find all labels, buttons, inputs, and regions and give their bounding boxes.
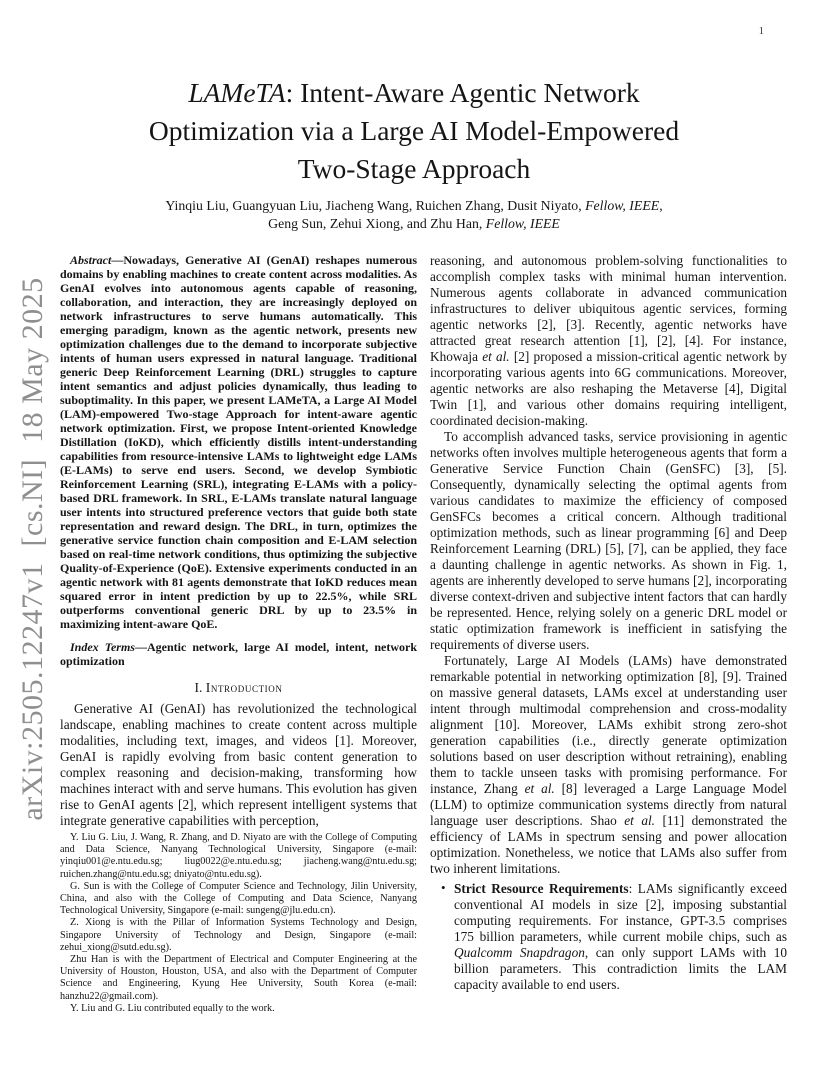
bullet-icon: •: [441, 880, 446, 895]
footnote-item: Y. Liu and G. Liu contributed equally to the work.: [70, 1002, 275, 1014]
index-terms: Index Terms—Agentic network, large AI model, intent, network optimization: [60, 640, 417, 668]
title-line: LAMeTA: Intent-Aware Agentic Network: [188, 77, 640, 108]
abstract: Abstract—Nowadays, Generative AI (GenAI) reshapes numerous domains by enabling machines to create content across modalities. As GenAI evolves into autonomous agents capable of reasoning, collaboration, and interaction, they are increasingly deployed on network infrastructures to serve humans automatically. This emerging paradigm, known as the agentic network, presents new optimization challenges due to the demand to incorporate subjective intents of human users expressed in natural language. Traditional generic Deep Reinforcement Learning (DRL) struggles to capture intent semantics and adjust policies dynamically, thus leading to suboptimality. In this paper, we present LAMeTA, a Large AI Model (LAM)-empowered Two-stage Approach for intent-aware agentic network optimization. First, we propose Intent-oriented Knowledge Distillation (IoKD), which efficiently distills intent-understanding capabilities from resource-intensive LAMs to lightweight edge LAMs (E-LAMs) to serve end users. Second, we develop Symbiotic Reinforcement Learning (SRL), integrating E-LAMs with a policy-based DRL framework. In SRL, E-LAMs translate natural language user intents into structured preference vectors that guide both state representation and reward design. The DRL, in turn, optimizes the generative service function chain composition and E-LAM selection based on real-time network conditions, thus optimizing the subjective Quality-of-Experience (QoE). Extensive experiments conducted in an agentic network with 81 agents demonstrate that IoKD reduces mean squared error in intent prediction by up to 22.5%, while SRL outperforms conventional generic DRL by up to 23.5% in maximizing intent-aware QoE.: [60, 253, 417, 631]
paragraph-lam-potential: Fortunately, Large AI Models (LAMs) have demonstrated remarkable potential in networking optimization [8], [9]. Trained on massive general datasets, LAMs excel at understanding user intent through multimodal comprehension and cross-modality alignment [10]. Moreover, LAMs exhibit strong zero-shot generation capabilities (i.e., directly generate optimization solutions based on user description without retraining), enabling them to tackle unseen tasks with promising performance. For instance, Zhang et al. [8] leveraged a Large Language Model (LLM) to optimize communication systems directly from natural language user descriptions. Shao et al. [11] demonstrated the efficiency of LAMs in spectrum sensing and power allocation optimization. Nonetheless, we notice that LAMs also suffer from two inherent limitations.: [430, 653, 787, 876]
title-line: Two-Stage Approach: [297, 153, 531, 184]
list-item-strict-resource-requirements: [430, 881, 787, 993]
section-number: I.: [194, 680, 203, 695]
footnote-item: Zhu Han is with the Department of Electrical and Computer Engineering at the University of Houston, Houston, USA, and also with the Department of Computer Science and Engineering, Kyung Hee University, South Korea (e-mail: hanzhu22@gmail.com).: [60, 953, 417, 1002]
title-line: Optimization via a Large AI Model-Empowered: [148, 115, 680, 146]
author-line: Geng Sun, Zehui Xiong, and Zhu Han, Fellow, IEEE: [268, 215, 560, 231]
paragraph-agentic-networks: reasoning, and autonomous problem-solving functionalities to accomplish complex tasks with minimal human intervention. Numerous agents collaborate in advanced communication infrastructures to deliver ubiquitous agentic services, forming agentic networks [2], [3]. Recently, agentic networks have attracted great research attention [1], [2], [4]. For instance, Khowaja et al. [2] proposed a mission-critical agentic network by incorporating various agents into 6G communications. Moreover, agentic networks are also reshaping the Metaverse [4], Digital Twin [1], and various other domains requiring intelligent, coordinated decision-making.: [430, 253, 788, 428]
author-line: Yinqiu Liu, Guangyuan Liu, Jiacheng Wang, Ruichen Zhang, Dusit Niyato, Fellow, IEEE,: [165, 198, 663, 213]
right-column: [430, 253, 787, 1015]
section-heading-introduction: [60, 680, 417, 696]
author-list: [0, 197, 828, 232]
author-affiliation-footnotes: [60, 832, 417, 1015]
paper-title: [0, 74, 828, 188]
footnote-item: Y. Liu G. Liu, J. Wang, R. Zhang, and D. Niyato are with the College of Computing and Data Science, Nanyang Technological University, Singapore (e-mail: yinqiu001@e.ntu.edu.sg; liug0022@e.ntu.edu.sg; jiacheng.wang@ntu.edu.sg; ruichen.zhang@ntu.edu.sg; dniyato@ntu.edu.sg).: [60, 831, 417, 880]
left-column: [60, 253, 417, 1015]
footnote-item: Z. Xiong is with the Pillar of Information Systems Technology and Design, Singapore University of Technology and Design, Singapore (e-mail: zehui_xiong@sutd.edu.sg).: [60, 917, 417, 953]
paragraph-gensfc-optimization: To accomplish advanced tasks, service provisioning in agentic networks often involves multiple heterogeneous agents that form a Generative Service Function Chain (GenSFC) [3], [5]. Consequently, dynamically selecting the optimal agents from various candidates to maximize the efficiency of composed GenSFCs becomes a critical concern. Although traditional optimization methods, such as linear programming [6] and Deep Reinforcement Learning (DRL) [5], [7], can be applied, they face a daunting challenge in agentic networks. As shown in Fig. 1, agents are inherently developed to serve humans [2], incorporating diverse context-driven and subjective intent factors that can hardly be represented. Hence, relying solely on a generic DRL model or static optimization framework is inefficient in satisfying the requirements of diverse users.: [430, 429, 787, 652]
arxiv-watermark: arXiv:2505.12247v1 [cs.NI] 18 May 2025: [16, 277, 49, 821]
limitations-list: [430, 881, 787, 993]
footnote-item: G. Sun is with the College of Computer Science and Technology, Jilin University, China, and also with the College of Computing and Data Science, Nanyang Technological University, Singapore (e-mail: sungeng@jlu.edu.cn).: [60, 880, 417, 917]
two-column-body: [60, 253, 787, 1015]
intro-paragraph: Generative AI (GenAI) has revolutionized the technological landscape, enabling machines to create content across multiple modalities, including text, images, and videos [1]. Moreover, GenAI is rapidly evolving from basic content generation to complex reasoning and decision-making, transforming how machines interact with and serve humans. This evolution has given rise to GenAI agents [2], which represent intelligent systems that integrate generative capabilities with perception,: [60, 701, 417, 828]
section-title: Introduction: [205, 680, 283, 695]
list-item-text: Strict Resource Requirements: LAMs significantly exceed conventional AI models in size [2], imposing substantial computing requirements. For instance, GPT-3.5 comprises 175 billion parameters, while current mobile chips, such as Qualcomm Snapdragon, can only support LAMs with 10 billion parameters. This contradiction limits the LAM capacity available to end users.: [454, 881, 787, 992]
page-number: 1: [758, 26, 764, 37]
